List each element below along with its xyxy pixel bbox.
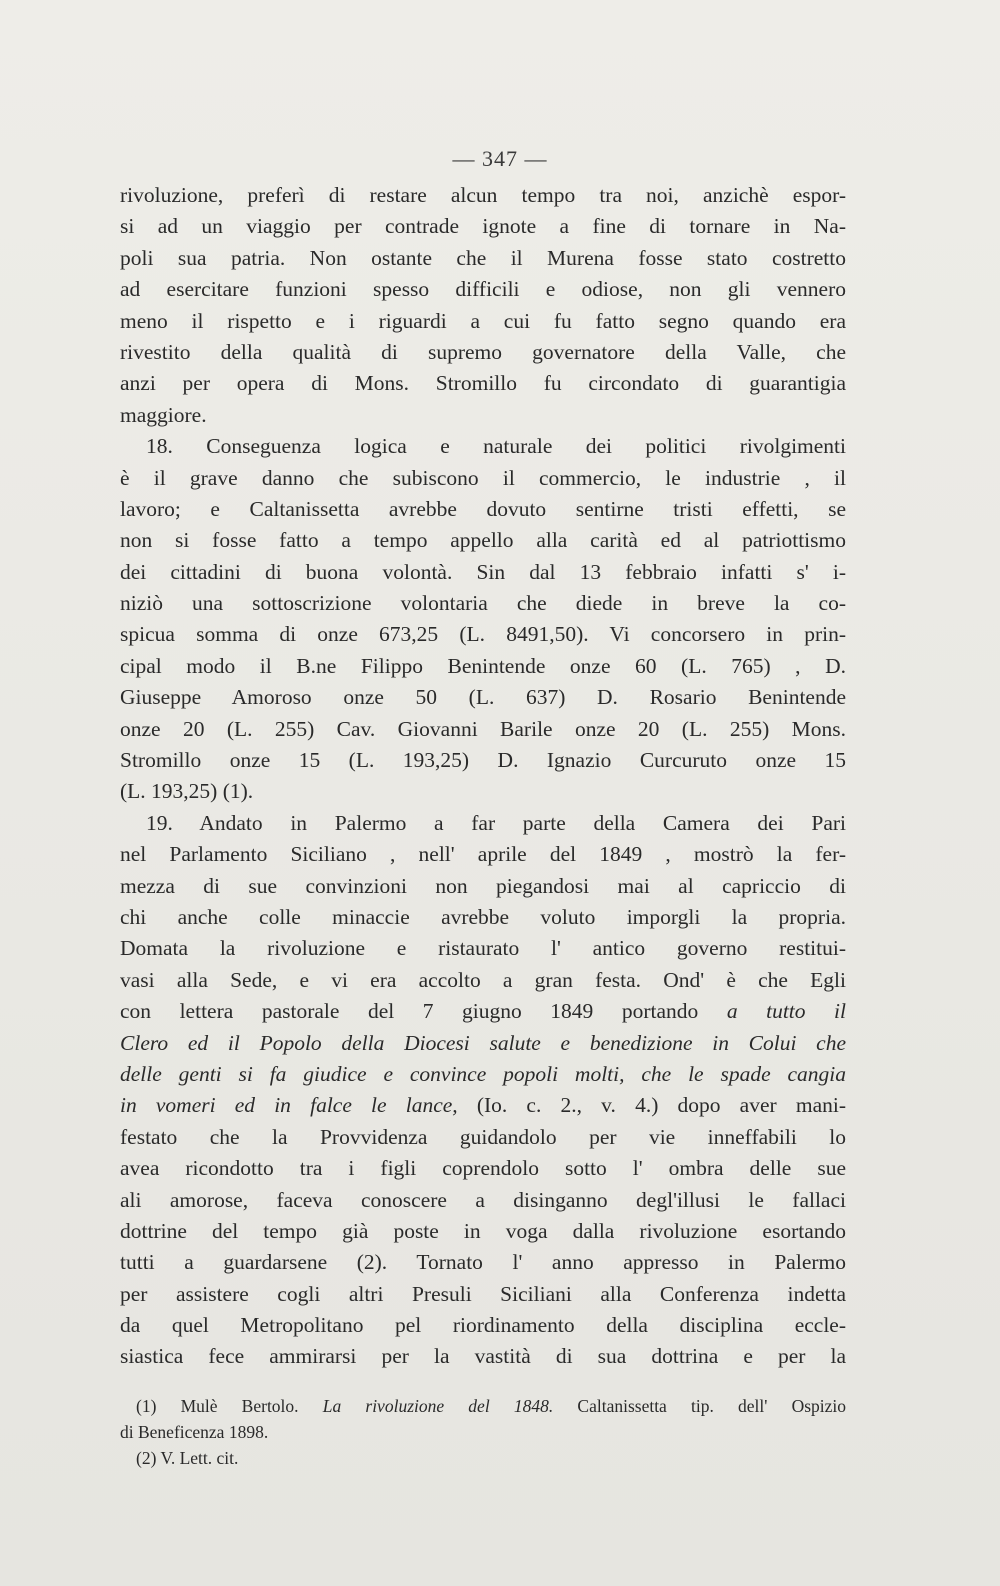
italic-line: [120, 1028, 846, 1059]
text-segment: con lettera pastorale del 7 giugno 1849 portando: [120, 999, 699, 1024]
body-text: [120, 180, 846, 1373]
text-line: (L. 193,25) (1).: [120, 779, 254, 804]
paragraph-19-start: 19. Andato in Palermo a far parte della Camera dei Pari: [146, 810, 846, 835]
text-line: lavoro; e Caltanissetta avrebbe dovuto sentirne tristi effetti, se: [120, 496, 846, 521]
text-line: anzi per opera di Mons. Stromillo fu circondato di guarantigia: [120, 371, 846, 396]
text-line: avea ricondotto tra i figli coprendolo sotto l' ombra delle sue: [120, 1156, 846, 1181]
text-line: è il grave danno che subiscono il commercio, le industrie , il: [120, 465, 846, 490]
text-line: nel Parlamento Siciliano , nell' aprile del 1849 , mostrò la fer-: [120, 842, 846, 867]
text-line: siastica fece ammirarsi per la vastità di sua dottrina e per la: [120, 1344, 846, 1369]
text-line: da quel Metropolitano pel riordinamento della disciplina eccle-: [120, 1313, 846, 1338]
footnote-1: [120, 1393, 846, 1419]
footnotes: [120, 1393, 846, 1471]
text-line: Domata la rivoluzione e ristaurato l' antico governo restitui-: [120, 936, 846, 961]
text-line: tutti a guardarsene (2). Tornato l' anno appresso in Palermo: [120, 1250, 846, 1275]
text-line: maggiore.: [120, 402, 207, 427]
text-line: si ad un viaggio per contrade ignote a fine di tornare in Na-: [120, 214, 846, 239]
text-segment: (Io. c. 2., v. 4.) dopo aver mani-: [476, 1093, 846, 1118]
text-line: Stromillo onze 15 (L. 193,25) D. Ignazio Curcuruto onze 15: [120, 748, 846, 773]
italic-quote: delle genti si fa giudice e convince popoli molti, che le spade cangia: [120, 1061, 846, 1086]
text-line: meno il rispetto e i riguardi a cui fu fatto segno quando era: [120, 308, 846, 333]
text-line: ad esercitare funzioni spesso difficili e odiose, non gli vennero: [120, 277, 846, 302]
text-line: Giuseppe Amoroso onze 50 (L. 637) D. Rosario Benintende: [120, 685, 846, 710]
text-line: onze 20 (L. 255) Cav. Giovanni Barile onze 20 (L. 255) Mons.: [120, 716, 846, 741]
footnote-2: (2) V. Lett. cit.: [136, 1448, 239, 1468]
text-line: spicua somma di onze 673,25 (L. 8491,50). Vi concorsero in prin-: [120, 622, 846, 647]
italic-quote: a tutto il: [726, 999, 846, 1024]
text-line: non si fosse fatto a tempo appello alla carità ed al patriottismo: [120, 528, 846, 553]
italic-quote: in vomeri ed in falce le lance,: [120, 1093, 458, 1118]
text-line-with-italic: [120, 1090, 846, 1121]
text-line: chi anche colle minaccie avrebbe voluto imporgli la propria.: [120, 904, 846, 929]
paragraph-18-start: 18. Conseguenza logica e naturale dei politici rivolgimenti: [146, 434, 846, 459]
text-line-with-italic: [120, 996, 846, 1027]
text-line: festato che la Provvidenza guidandolo per vie inneffabili lo: [120, 1124, 846, 1149]
footnote-book-title: La rivoluzione del 1848.: [322, 1396, 554, 1416]
text-line: dottrine del tempo già poste in voga dalla rivoluzione esortando: [120, 1218, 846, 1243]
text-line: rivoluzione, preferì di restare alcun tempo tra noi, anzichè espor-: [120, 183, 846, 207]
text-line: per assistere cogli altri Presuli Siciliani alla Conferenza indetta: [120, 1281, 846, 1306]
text-line: vasi alla Sede, e vi era accolto a gran festa. Ond' è che Egli: [120, 967, 846, 992]
italic-quote: Clero ed il Popolo della Diocesi salute e benedizione in Colui che: [120, 1030, 846, 1055]
text-line: poli sua patria. Non ostante che il Murena fosse stato costretto: [120, 245, 846, 270]
footnote-text: (1) Mulè Bertolo.: [136, 1396, 299, 1416]
footnote-text: Caltanissetta tip. dell' Ospizio: [577, 1396, 846, 1416]
text-line: niziò una sottoscrizione volontaria che diede in breve la co-: [120, 591, 846, 616]
text-line: dei cittadini di buona volontà. Sin dal 13 febbraio infatti s' i-: [120, 559, 846, 584]
footnote-1-continued: di Beneficenza 1898.: [120, 1422, 269, 1442]
page-number: — 347 —: [452, 146, 548, 171]
text-line: rivestito della qualità di supremo governatore della Valle, che: [120, 339, 846, 364]
text-line: mezza di sue convinzioni non piegandosi mai al capriccio di: [120, 873, 846, 898]
italic-line: [120, 1059, 846, 1090]
text-line: cipal modo il B.ne Filippo Benintende onze 60 (L. 765) , D.: [120, 653, 846, 678]
text-line: ali amorose, faceva conoscere a disinganno degl'illusi le fallaci: [120, 1187, 846, 1212]
